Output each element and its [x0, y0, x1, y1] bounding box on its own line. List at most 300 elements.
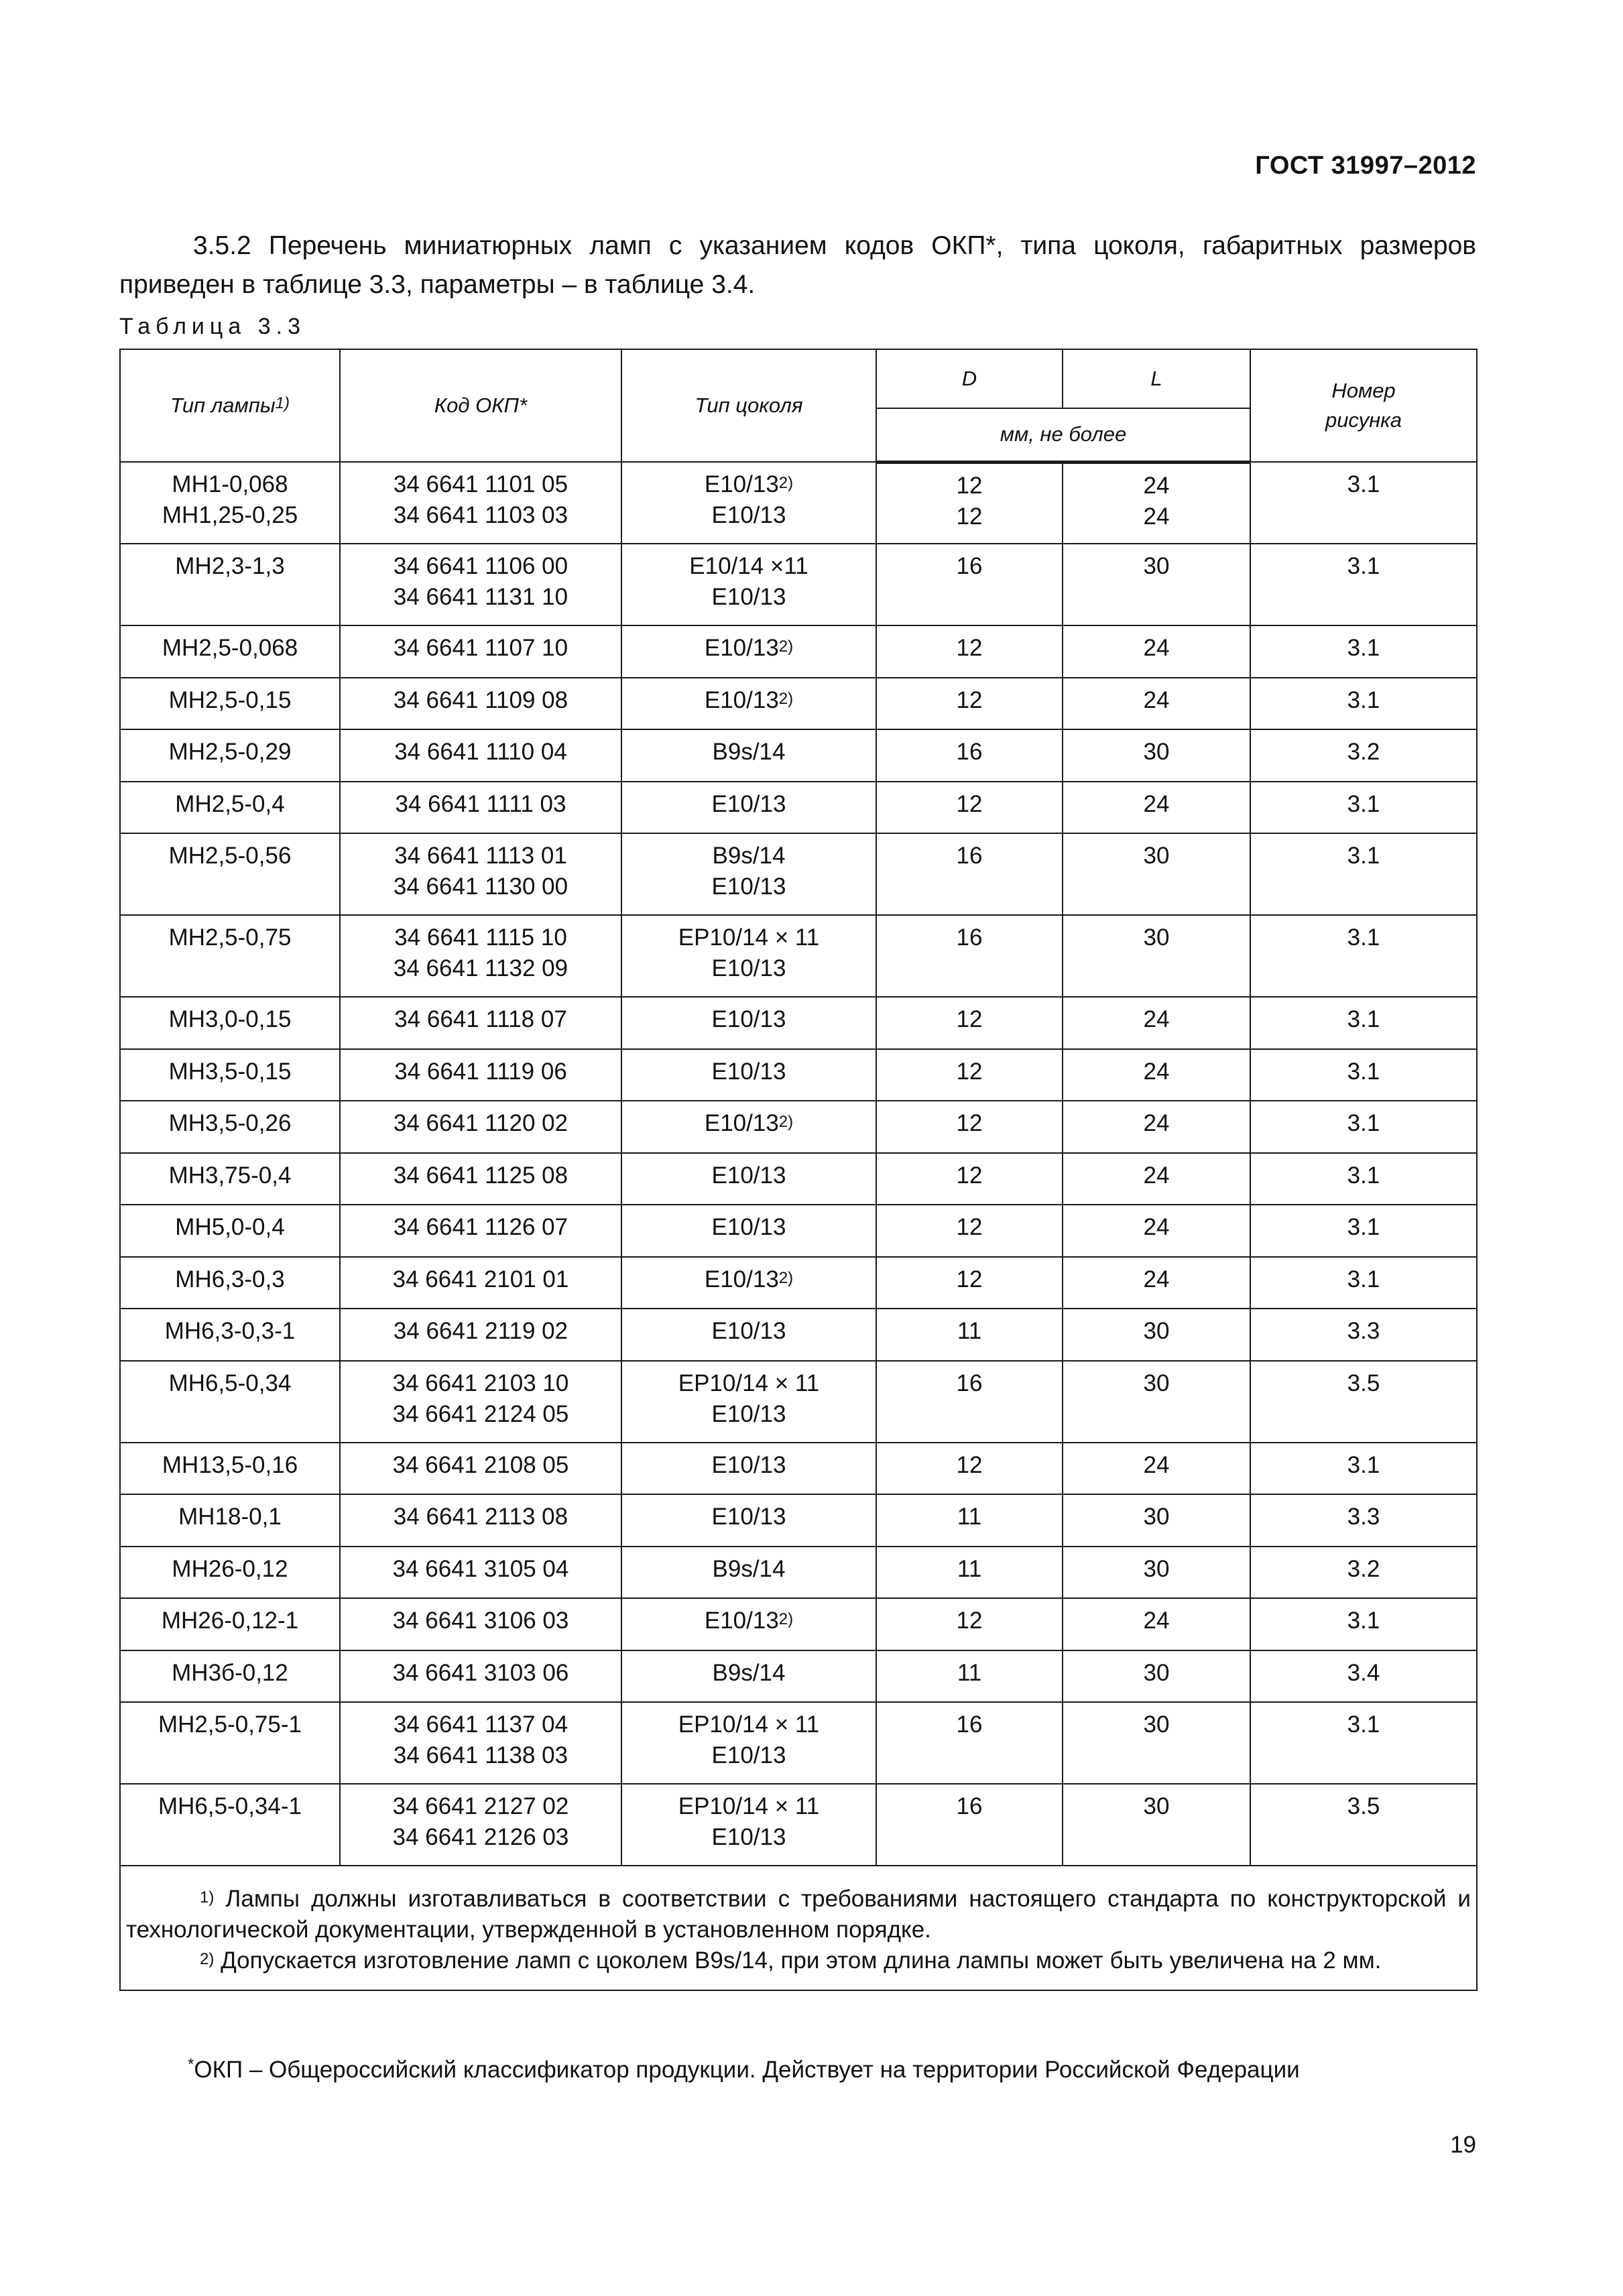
- l-line: 24: [1143, 1266, 1170, 1292]
- cell-okp-code: [340, 678, 621, 730]
- cell-d: [876, 1494, 1063, 1547]
- base-line: EP10/14 × 11: [678, 924, 820, 951]
- cell-d: [876, 1361, 1063, 1443]
- table-body: [120, 462, 1477, 1866]
- code-line: 34 6641 3106 03: [392, 1608, 569, 1634]
- base-line: E10/13$^{2)}$: [704, 686, 794, 713]
- cell-base-type: [621, 915, 876, 997]
- intro-line-2: приведен в таблице 3.3, параметры – в таблице 3.4.: [119, 270, 756, 299]
- type-line: МН2,5-0,068: [162, 635, 298, 661]
- type-line: МН2,5-0,56: [168, 843, 292, 869]
- code-line: 34 6641 1106 00: [393, 553, 568, 579]
- type-line: МН2,3-1,3: [175, 553, 285, 579]
- type-line: МН6,5-0,34-1: [158, 1793, 302, 1819]
- cell-lamp-type: [120, 1598, 340, 1650]
- cell-lamp-type: [120, 1443, 340, 1495]
- l-line: 30: [1143, 739, 1170, 765]
- table-row: [120, 625, 1477, 678]
- code-line: 34 6641 1115 10: [394, 924, 567, 951]
- table-row: [120, 1702, 1477, 1784]
- cell-lamp-type: [120, 1153, 340, 1205]
- cell-okp-code: [340, 729, 621, 782]
- cell-l: [1063, 997, 1250, 1049]
- type-line: МН2,5-0,4: [175, 790, 285, 817]
- type-line: МН2,5-0,15: [168, 686, 292, 713]
- cell-l: [1063, 1205, 1250, 1257]
- cell-base-type: [621, 997, 876, 1049]
- cell-lamp-type: [120, 833, 340, 915]
- cell-d: [876, 1702, 1063, 1784]
- cell-d: [876, 1784, 1063, 1866]
- table-caption: Таблица 3.3: [119, 314, 306, 339]
- code-line: 34 6641 1109 08: [393, 686, 568, 713]
- code-line: 34 6641 1125 08: [393, 1162, 568, 1189]
- base-line: B9s/14: [712, 739, 786, 765]
- cell-figure: 3.1: [1250, 1443, 1477, 1495]
- cell-okp-code: [340, 1257, 621, 1309]
- base-line: E10/13: [711, 1058, 786, 1085]
- page-number: 19: [1450, 2132, 1476, 2158]
- table-row: [120, 1650, 1477, 1703]
- cell-figure: 3.1: [1250, 1205, 1477, 1257]
- l-line: 30: [1143, 924, 1170, 951]
- cell-figure: 3.4: [1250, 1650, 1477, 1703]
- l-line: 24: [1143, 790, 1170, 817]
- okp-footnote: *ОКП – Общероссийский классификатор продукции. Действует на территории Российской Федерации: [188, 2055, 1300, 2083]
- cell-figure: 3.1: [1250, 833, 1477, 915]
- type-line: МН1,25-0,25: [162, 502, 298, 528]
- base-line: E10/13$^{2)}$: [704, 1110, 794, 1136]
- cell-base-type: [621, 1101, 876, 1153]
- d-line: 12: [956, 686, 983, 713]
- cell-figure: 3.3: [1250, 1494, 1477, 1547]
- intro-line-1: 3.5.2 Перечень миниатюрных ламп с указанием кодов ОКП*, типа цоколя, габаритных размеров: [193, 231, 1476, 260]
- base-line: E10/14 ×11: [689, 553, 808, 579]
- table-row: [120, 1494, 1477, 1547]
- table-row: [120, 782, 1477, 834]
- cell-l: [1063, 1101, 1250, 1153]
- l-line: 30: [1143, 553, 1170, 579]
- type-line: МН3,75-0,4: [168, 1162, 292, 1189]
- cell-base-type: [621, 1494, 876, 1547]
- code-line: 34 6641 1119 06: [394, 1058, 567, 1085]
- note-1: $^{1)}$ Лампы должны изготавливаться в соответствии с требованиями настоящего стандарта по конструкторской и технологической документации, утвержденной в установленном порядке.: [126, 1886, 1471, 1943]
- code-line: 34 6641 1131 10: [393, 584, 568, 610]
- header-lamp-type: Тип лампы$^{1)}$: [120, 349, 340, 462]
- cell-lamp-type: [120, 782, 340, 834]
- cell-l: [1063, 915, 1250, 997]
- header-base-type: Тип цоколя: [621, 349, 876, 462]
- cell-base-type: [621, 1049, 876, 1101]
- cell-base-type: [621, 1153, 876, 1205]
- cell-base-type: [621, 678, 876, 730]
- cell-base-type: [621, 1784, 876, 1866]
- cell-lamp-type: [120, 1650, 340, 1703]
- cell-okp-code: [340, 915, 621, 997]
- cell-l: [1063, 729, 1250, 782]
- cell-base-type: [621, 833, 876, 915]
- base-line: E10/13: [711, 1162, 786, 1189]
- cell-l: [1063, 1650, 1250, 1703]
- cell-l: [1063, 1443, 1250, 1495]
- cell-l: [1063, 1153, 1250, 1205]
- cell-figure: 3.1: [1250, 1598, 1477, 1650]
- cell-base-type: [621, 729, 876, 782]
- type-line: МН6,5-0,34: [168, 1370, 292, 1396]
- type-line: МН2,5-0,75-1: [158, 1711, 302, 1738]
- cell-okp-code: [340, 544, 621, 625]
- table-row: [120, 1443, 1477, 1495]
- cell-base-type: [621, 1309, 876, 1361]
- table-row: [120, 1309, 1477, 1361]
- cell-l: [1063, 1784, 1250, 1866]
- code-line: 34 6641 1113 01: [394, 843, 567, 869]
- d-line: 12: [956, 790, 983, 817]
- table-row: [120, 1598, 1477, 1650]
- table-row: [120, 1547, 1477, 1599]
- cell-figure: 3.1: [1250, 625, 1477, 678]
- l-line: 24: [1143, 1608, 1170, 1634]
- cell-figure: 3.1: [1250, 1101, 1477, 1153]
- cell-l: [1063, 1049, 1250, 1101]
- cell-okp-code: [340, 1153, 621, 1205]
- table-row: [120, 1361, 1477, 1443]
- cell-lamp-type: [120, 1494, 340, 1547]
- lamp-table: [119, 349, 1478, 1991]
- d-line: 12: [956, 1110, 983, 1136]
- l-line: 30: [1143, 1659, 1170, 1686]
- cell-d: [876, 1153, 1063, 1205]
- cell-okp-code: [340, 1598, 621, 1650]
- l-line: 30: [1143, 1793, 1170, 1819]
- cell-base-type: [621, 544, 876, 625]
- base-line: E10/13: [711, 1742, 786, 1768]
- table-row: [120, 729, 1477, 782]
- code-line: 34 6641 2113 08: [393, 1504, 568, 1530]
- l-line: 30: [1143, 1504, 1170, 1530]
- code-line: 34 6641 1137 04: [393, 1711, 568, 1738]
- cell-lamp-type: [120, 1309, 340, 1361]
- cell-d: [876, 729, 1063, 782]
- d-line: 12: [956, 503, 983, 530]
- base-line: E10/13: [711, 1504, 786, 1530]
- code-line: 34 6641 1138 03: [393, 1742, 568, 1768]
- cell-base-type: [621, 1361, 876, 1443]
- code-line: 34 6641 2101 01: [392, 1266, 569, 1292]
- table-row: [120, 1153, 1477, 1205]
- cell-figure: 3.1: [1250, 1049, 1477, 1101]
- l-line: 30: [1143, 1711, 1170, 1738]
- code-line: 34 6641 2127 02: [392, 1793, 569, 1819]
- code-line: 34 6641 1120 02: [393, 1110, 568, 1136]
- d-line: 16: [956, 1711, 983, 1738]
- cell-figure: 3.1: [1250, 1702, 1477, 1784]
- base-line: E10/13: [711, 1451, 786, 1478]
- cell-d: [876, 915, 1063, 997]
- cell-d: [876, 544, 1063, 625]
- code-line: 34 6641 2119 02: [393, 1318, 568, 1344]
- cell-d: [876, 678, 1063, 730]
- l-line: 24: [1143, 1058, 1170, 1085]
- base-line: E10/13: [711, 873, 786, 900]
- cell-figure: 3.1: [1250, 782, 1477, 834]
- cell-l: [1063, 1702, 1250, 1784]
- l-line: 24: [1143, 686, 1170, 713]
- cell-lamp-type: [120, 544, 340, 625]
- d-line: 12: [956, 1058, 983, 1085]
- cell-d: [876, 1547, 1063, 1599]
- intro-paragraph: [119, 227, 1476, 304]
- cell-okp-code: [340, 833, 621, 915]
- cell-d: [876, 462, 1063, 544]
- header-d: D: [876, 349, 1063, 408]
- code-line: 34 6641 1111 03: [395, 790, 566, 817]
- type-line: МН6,3-0,3: [175, 1266, 285, 1292]
- cell-okp-code: [340, 1205, 621, 1257]
- document-code: ГОСТ 31997–2012: [1255, 152, 1476, 180]
- l-line: 30: [1143, 843, 1170, 869]
- base-line: E10/13: [711, 502, 786, 528]
- d-line: 12: [956, 472, 983, 499]
- base-line: E10/13: [711, 1318, 786, 1344]
- type-line: МН6,3-0,3-1: [164, 1318, 296, 1344]
- table-row: [120, 462, 1477, 544]
- code-line: 34 6641 1118 07: [394, 1006, 567, 1032]
- cell-figure: 3.5: [1250, 1361, 1477, 1443]
- cell-base-type: [621, 1547, 876, 1599]
- code-line: 34 6641 1130 00: [393, 873, 568, 900]
- cell-figure: 3.3: [1250, 1309, 1477, 1361]
- cell-d: [876, 833, 1063, 915]
- l-line: 24: [1143, 1006, 1170, 1032]
- d-line: 11: [957, 1318, 982, 1344]
- cell-l: [1063, 1257, 1250, 1309]
- l-line: 30: [1143, 1370, 1170, 1396]
- cell-l: [1063, 1361, 1250, 1443]
- cell-base-type: [621, 1650, 876, 1703]
- cell-okp-code: [340, 1049, 621, 1101]
- d-line: 11: [957, 1659, 982, 1686]
- l-line: 24: [1143, 1110, 1170, 1136]
- base-line: E10/13$^{2)}$: [704, 635, 794, 661]
- cell-lamp-type: [120, 997, 340, 1049]
- l-line: 30: [1143, 1555, 1170, 1582]
- code-line: 34 6641 2103 10: [392, 1370, 569, 1396]
- cell-base-type: [621, 1702, 876, 1784]
- cell-lamp-type: [120, 1547, 340, 1599]
- cell-lamp-type: [120, 1784, 340, 1866]
- cell-figure: 3.5: [1250, 1784, 1477, 1866]
- code-line: 34 6641 1132 09: [393, 955, 568, 981]
- cell-figure: 3.1: [1250, 678, 1477, 730]
- cell-lamp-type: [120, 1049, 340, 1101]
- table-row: [120, 1784, 1477, 1866]
- base-line: B9s/14: [712, 1659, 786, 1686]
- cell-okp-code: [340, 1101, 621, 1153]
- cell-d: [876, 1257, 1063, 1309]
- cell-lamp-type: [120, 1702, 340, 1784]
- table-row: [120, 1257, 1477, 1309]
- l-line: 24: [1143, 1451, 1170, 1478]
- base-line: EP10/14 × 11: [678, 1711, 820, 1738]
- cell-okp-code: [340, 1547, 621, 1599]
- code-line: 34 6641 3105 04: [392, 1555, 569, 1582]
- cell-lamp-type: [120, 462, 340, 544]
- cell-lamp-type: [120, 1205, 340, 1257]
- d-line: 12: [956, 1006, 983, 1032]
- type-line: МН2,5-0,29: [168, 739, 292, 765]
- d-line: 12: [956, 1162, 983, 1189]
- code-line: 34 6641 1126 07: [393, 1214, 568, 1240]
- l-line: 24: [1143, 503, 1170, 530]
- cell-okp-code: [340, 782, 621, 834]
- code-line: 34 6641 2124 05: [392, 1400, 569, 1427]
- cell-figure: 3.1: [1250, 1257, 1477, 1309]
- base-line: E10/13$^{2)}$: [704, 1266, 794, 1292]
- d-line: 16: [956, 924, 983, 951]
- cell-lamp-type: [120, 1101, 340, 1153]
- cell-okp-code: [340, 997, 621, 1049]
- cell-okp-code: [340, 1650, 621, 1703]
- type-line: МН3,5-0,26: [168, 1110, 292, 1136]
- table-row: [120, 1205, 1477, 1257]
- cell-figure: 3.1: [1250, 462, 1477, 544]
- cell-d: [876, 1205, 1063, 1257]
- d-line: 12: [956, 1451, 983, 1478]
- base-line: EP10/14 × 11: [678, 1370, 820, 1396]
- code-line: 34 6641 1110 04: [394, 739, 567, 765]
- cell-figure: 3.1: [1250, 915, 1477, 997]
- table-row: [120, 1049, 1477, 1101]
- header-units: мм, не более: [876, 408, 1250, 462]
- cell-d: [876, 625, 1063, 678]
- base-line: B9s/14: [712, 843, 786, 869]
- cell-d: [876, 1443, 1063, 1495]
- cell-figure: 3.2: [1250, 729, 1477, 782]
- table-notes: [120, 1866, 1477, 1990]
- type-line: МН1-0,068: [172, 471, 288, 497]
- cell-l: [1063, 1598, 1250, 1650]
- cell-figure: 3.2: [1250, 1547, 1477, 1599]
- cell-l: [1063, 1309, 1250, 1361]
- cell-lamp-type: [120, 678, 340, 730]
- cell-l: [1063, 1547, 1250, 1599]
- type-line: МН13,5-0,16: [162, 1451, 298, 1478]
- cell-l: [1063, 833, 1250, 915]
- cell-d: [876, 1650, 1063, 1703]
- base-line: EP10/14 × 11: [678, 1793, 820, 1819]
- cell-base-type: [621, 625, 876, 678]
- type-line: МН5,0-0,4: [175, 1214, 285, 1240]
- l-line: 24: [1143, 1214, 1170, 1240]
- base-line: E10/13: [711, 1400, 786, 1427]
- type-line: МН3б-0,12: [172, 1659, 288, 1686]
- table-row: [120, 678, 1477, 730]
- cell-l: [1063, 678, 1250, 730]
- cell-figure: 3.1: [1250, 1153, 1477, 1205]
- type-line: МН26-0,12-1: [161, 1608, 299, 1634]
- d-line: 16: [956, 553, 983, 579]
- table-row: [120, 833, 1477, 915]
- cell-okp-code: [340, 1361, 621, 1443]
- cell-base-type: [621, 462, 876, 544]
- table-row: [120, 915, 1477, 997]
- d-line: 16: [956, 843, 983, 869]
- table-row: [120, 997, 1477, 1049]
- type-line: МН3,0-0,15: [168, 1006, 292, 1032]
- code-line: 34 6641 1107 10: [393, 635, 568, 661]
- note-2: $^{2)}$ Допускается изготовление ламп с цоколем B9s/14, при этом длина лампы может быть увеличена на 2 мм.: [200, 1947, 1382, 1974]
- base-line: B9s/14: [712, 1555, 786, 1582]
- d-line: 16: [956, 1370, 983, 1396]
- table-row: [120, 544, 1477, 625]
- cell-lamp-type: [120, 1257, 340, 1309]
- base-line: E10/13: [711, 1006, 786, 1032]
- code-line: 34 6641 2108 05: [392, 1451, 569, 1478]
- cell-okp-code: [340, 1784, 621, 1866]
- l-line: 24: [1143, 472, 1170, 499]
- cell-okp-code: [340, 462, 621, 544]
- cell-l: [1063, 1494, 1250, 1547]
- d-line: 12: [956, 1608, 983, 1634]
- cell-okp-code: [340, 1494, 621, 1547]
- cell-figure: 3.1: [1250, 544, 1477, 625]
- code-line: 34 6641 1101 05: [393, 471, 568, 497]
- cell-okp-code: [340, 625, 621, 678]
- type-line: МН2,5-0,75: [168, 924, 292, 951]
- cell-d: [876, 1101, 1063, 1153]
- type-line: МН26-0,12: [172, 1555, 288, 1582]
- base-line: E10/13: [711, 1214, 786, 1240]
- d-line: 16: [956, 1793, 983, 1819]
- d-line: 11: [957, 1504, 982, 1530]
- d-line: 16: [956, 739, 983, 765]
- cell-l: [1063, 625, 1250, 678]
- base-line: E10/13: [711, 1824, 786, 1850]
- cell-base-type: [621, 1257, 876, 1309]
- cell-d: [876, 1309, 1063, 1361]
- cell-l: [1063, 462, 1250, 544]
- d-line: 12: [956, 1214, 983, 1240]
- cell-lamp-type: [120, 1361, 340, 1443]
- cell-okp-code: [340, 1309, 621, 1361]
- cell-d: [876, 1049, 1063, 1101]
- table-row: [120, 1101, 1477, 1153]
- cell-base-type: [621, 1205, 876, 1257]
- d-line: 12: [956, 1266, 983, 1292]
- cell-base-type: [621, 1598, 876, 1650]
- header-okp-code: Код ОКП*: [340, 349, 621, 462]
- base-line: E10/13: [711, 584, 786, 610]
- base-line: E10/13: [711, 790, 786, 817]
- cell-d: [876, 997, 1063, 1049]
- cell-lamp-type: [120, 915, 340, 997]
- l-line: 24: [1143, 635, 1170, 661]
- cell-okp-code: [340, 1443, 621, 1495]
- code-line: 34 6641 1103 03: [393, 502, 568, 528]
- type-line: МН3,5-0,15: [168, 1058, 292, 1085]
- type-line: МН18-0,1: [178, 1504, 282, 1530]
- header-figure-number: Номер рисунка: [1250, 349, 1477, 462]
- cell-figure: 3.1: [1250, 997, 1477, 1049]
- cell-d: [876, 1598, 1063, 1650]
- cell-d: [876, 782, 1063, 834]
- d-line: 12: [956, 635, 983, 661]
- header-l: L: [1063, 349, 1250, 408]
- code-line: 34 6641 3103 06: [392, 1659, 569, 1686]
- base-line: E10/13: [711, 955, 786, 981]
- base-line: E10/13$^{2)}$: [704, 471, 794, 497]
